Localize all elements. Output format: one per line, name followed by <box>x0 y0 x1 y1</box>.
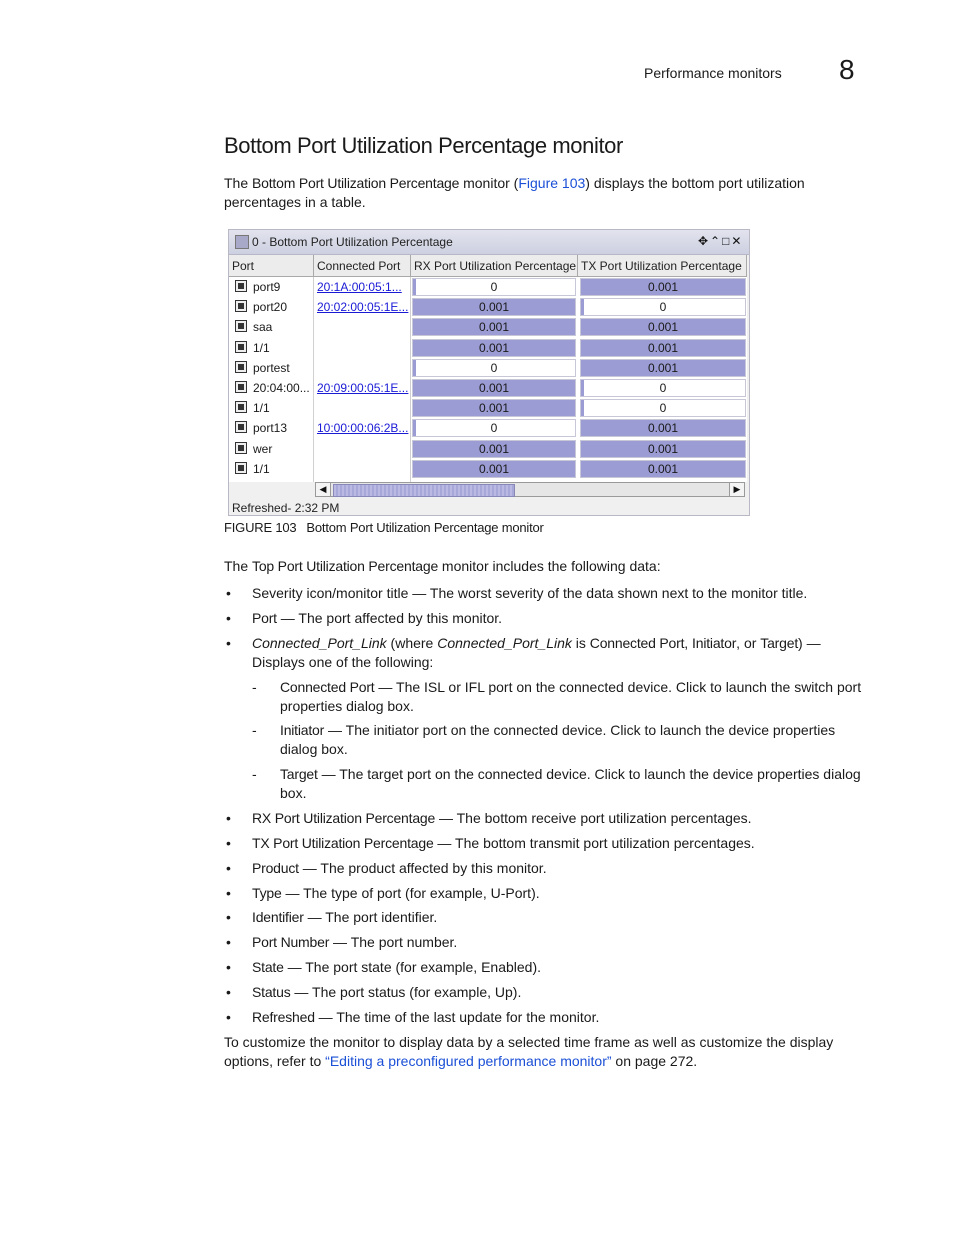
tx-utilization-value: 0 <box>659 381 667 395</box>
bullet-icon: • <box>226 835 231 851</box>
monitor-table <box>229 255 747 482</box>
tx-utilization-cell <box>580 278 746 296</box>
sub-term: Connected Port <box>280 679 375 695</box>
item-desc: — The type of port (for example, U-Port). <box>281 885 540 901</box>
closing-paragraph <box>224 1033 874 1071</box>
bullet-icon: • <box>226 610 231 626</box>
rx-utilization-value: 0 <box>490 280 498 294</box>
bullet-icon: • <box>226 585 231 601</box>
figure-link[interactable]: Figure 103 <box>518 175 586 191</box>
tx-utilization-bar <box>581 380 584 396</box>
scroll-left-icon[interactable]: ◀ <box>316 483 331 496</box>
rx-utilization-cell <box>412 359 576 377</box>
item-term: Status <box>252 984 291 1000</box>
port-cell[interactable] <box>229 398 313 418</box>
window-tools-icon[interactable]: ✥⌃□✕ <box>698 234 744 248</box>
connected-port-link[interactable]: 20:02:00:05:1E... <box>317 300 409 315</box>
severity-icon <box>235 235 249 249</box>
intro-term: Bottom Port Utilization Percentage <box>252 175 460 191</box>
lead-post: monitor includes the following data: <box>438 558 661 574</box>
connected-port-cell[interactable] <box>314 358 409 378</box>
port-cell[interactable] <box>229 378 313 398</box>
port-icon <box>235 462 247 474</box>
sub-item <box>252 721 870 759</box>
rx-utilization-value: 0.001 <box>478 441 510 456</box>
rx-utilization-cell <box>412 460 576 478</box>
port-name: 20:04:00... <box>253 381 310 395</box>
port-icon <box>235 320 247 332</box>
scroll-right-icon[interactable]: ▶ <box>729 483 744 496</box>
running-header-section: Performance monitors <box>644 65 782 81</box>
port-name: portest <box>253 360 290 375</box>
rx-utilization-cell <box>412 419 576 437</box>
table-row[interactable] <box>229 358 747 378</box>
rx-utilization-value: 0.001 <box>478 340 510 355</box>
figure-caption-text: Bottom Port Utilization Percentage monitor <box>306 520 544 535</box>
intro-paragraph <box>224 174 874 212</box>
horizontal-scrollbar[interactable] <box>315 482 745 497</box>
column-header-tx[interactable]: TX Port Utilization Percentage <box>578 255 747 277</box>
item-desc: — The bottom receive port utilization percentages. <box>435 810 752 826</box>
item-var: Connected_Port_Link <box>437 635 572 651</box>
item-var: Connected_Port_Link <box>252 635 387 651</box>
port-name: 1/1 <box>253 461 270 476</box>
list-item <box>224 908 872 927</box>
rx-utilization-cell <box>412 318 576 336</box>
figure-caption <box>224 520 544 535</box>
port-name: 1/1 <box>253 340 270 355</box>
item-text: , or <box>736 635 761 651</box>
bullet-icon: • <box>226 635 231 651</box>
connected-port-link[interactable]: 20:09:00:05:1E... <box>317 381 409 395</box>
list-item <box>224 983 872 1002</box>
port-cell[interactable] <box>229 317 313 337</box>
sub-desc: — The ISL or IFL port on the connected device. Click to launch the switch port properties dialog box. <box>280 679 862 714</box>
item-desc: — The port status (for example, Up). <box>290 984 522 1000</box>
sub-term: Target <box>280 766 318 782</box>
port-name: port9 <box>253 280 281 294</box>
rx-utilization-bar <box>413 360 416 376</box>
item-text: , <box>684 635 693 651</box>
table-row[interactable] <box>229 418 747 438</box>
list-item <box>224 1008 872 1027</box>
item-text: Severity icon/monitor title — The worst severity of the data shown next to the monitor title. <box>252 585 808 601</box>
item-term: Product <box>252 860 299 876</box>
figure-number: FIGURE 103 <box>224 520 297 535</box>
bullet-icon: • <box>226 959 231 975</box>
bullet-icon: • <box>226 885 231 901</box>
rx-utilization-value: 0.001 <box>478 320 510 335</box>
port-cell[interactable] <box>229 439 313 459</box>
column-header-port[interactable]: Port <box>229 255 314 277</box>
list-item <box>224 834 872 853</box>
bullet-icon: • <box>226 860 231 876</box>
connected-port-cell[interactable] <box>314 277 409 297</box>
lead-term: Top Port Utilization Percentage <box>252 558 439 574</box>
port-cell[interactable] <box>229 358 313 378</box>
port-icon <box>235 300 247 312</box>
table-row[interactable] <box>229 338 747 358</box>
port-name: saa <box>253 320 273 335</box>
list-item <box>224 584 872 603</box>
tx-utilization-bar <box>581 400 584 416</box>
connected-port-cell[interactable] <box>314 418 409 438</box>
scrollbar-thumb[interactable] <box>333 484 515 497</box>
lead-pre: The <box>224 558 253 574</box>
rx-utilization-value: 0.001 <box>478 401 510 416</box>
rx-utilization-bar <box>413 420 416 436</box>
bullet-icon: • <box>226 934 231 950</box>
table-row[interactable] <box>229 378 747 398</box>
bullet-icon: • <box>226 984 231 1000</box>
tx-utilization-value: 0.001 <box>647 441 679 456</box>
lead-paragraph <box>224 557 874 576</box>
list-item <box>224 958 872 977</box>
tx-utilization-cell <box>580 379 746 397</box>
dash-icon: - <box>252 679 257 695</box>
connected-port-link[interactable]: 10:00:00:06:2B... <box>317 421 409 436</box>
tx-utilization-cell <box>580 440 746 458</box>
item-term: Initiator <box>692 635 737 651</box>
connected-port-cell[interactable] <box>314 297 409 317</box>
tx-utilization-value: 0.001 <box>647 340 679 355</box>
item-term: Refreshed <box>252 1009 315 1025</box>
tx-utilization-cell <box>580 318 746 336</box>
item-term: Target <box>760 635 799 651</box>
table-row[interactable] <box>229 398 747 418</box>
rx-utilization-value: 0.001 <box>478 461 510 476</box>
bullet-icon: • <box>226 1009 231 1025</box>
tx-utilization-cell <box>580 399 746 417</box>
tx-utilization-cell <box>580 359 746 377</box>
tx-utilization-value: 0 <box>659 300 667 315</box>
intro-mid: monitor ( <box>459 175 519 191</box>
list-item <box>224 859 872 878</box>
port-name: 1/1 <box>253 401 270 416</box>
rx-utilization-cell <box>412 339 576 357</box>
sub-desc: — The initiator port on the connected device. Click to launch the device properties dialog box. <box>280 722 836 757</box>
sub-item <box>252 765 870 803</box>
tx-utilization-bar <box>581 299 584 315</box>
bullet-icon: • <box>226 909 231 925</box>
table-row[interactable] <box>229 277 747 297</box>
tx-utilization-value: 0.001 <box>647 461 679 476</box>
cross-reference-link[interactable]: “Editing a preconfigured performance monitor” <box>325 1053 612 1069</box>
port-cell[interactable] <box>229 338 313 358</box>
rx-utilization-cell <box>412 399 576 417</box>
port-name: port13 <box>253 421 288 436</box>
item-desc: — The bottom transmit port utilization percentages. <box>433 835 755 851</box>
item-desc: — The product affected by this monitor. <box>298 860 547 876</box>
rx-utilization-value: 0 <box>490 421 498 436</box>
item-desc: — The port affected by this monitor. <box>276 610 503 626</box>
port-cell[interactable] <box>229 297 313 317</box>
column-header-connected-port[interactable]: Connected Port <box>314 255 411 277</box>
tx-utilization-cell <box>580 419 746 437</box>
tx-utilization-value: 0.001 <box>647 421 679 436</box>
list-item <box>224 609 872 628</box>
item-term: Identifier <box>252 909 304 925</box>
connected-port-cell[interactable] <box>314 338 409 358</box>
list-item <box>224 809 872 828</box>
sub-desc: — The target port on the connected device. Click to launch the device properties dialog box. <box>280 766 861 801</box>
rx-utilization-cell <box>412 278 576 296</box>
item-term: State <box>252 959 284 975</box>
item-text: is <box>571 635 590 651</box>
item-term: RX Port Utilization Percentage <box>252 810 436 826</box>
intro-pre: The <box>224 175 253 191</box>
connected-port-link[interactable]: 20:1A:00:05:1... <box>317 280 402 294</box>
rx-utilization-bar <box>413 279 416 295</box>
port-icon <box>235 401 247 413</box>
refreshed-label: Refreshed- 2:32 PM <box>232 501 340 515</box>
rx-utilization-cell <box>412 379 576 397</box>
item-desc: — The time of the last update for the monitor. <box>314 1009 600 1025</box>
item-desc: — The port state (for example, Enabled). <box>283 959 542 975</box>
tx-utilization-value: 0.001 <box>647 320 679 335</box>
tx-utilization-value: 0.001 <box>647 360 679 375</box>
rx-utilization-value: 0 <box>490 360 498 375</box>
table-row[interactable] <box>229 459 747 479</box>
port-cell[interactable] <box>229 418 313 438</box>
list-item <box>224 933 872 952</box>
item-desc: — The port number. <box>329 934 458 950</box>
intro-post: ) displays the bottom port utilization percentages in a table. <box>224 175 805 210</box>
item-term: TX Port Utilization Percentage <box>252 835 434 851</box>
port-cell[interactable] <box>229 277 313 297</box>
table-row[interactable] <box>229 297 747 317</box>
port-icon <box>235 442 247 454</box>
port-icon <box>235 381 247 393</box>
item-term: Type <box>252 885 282 901</box>
item-term: Port Number <box>252 934 330 950</box>
connected-port-cell[interactable] <box>314 378 409 398</box>
connected-port-cell[interactable] <box>314 459 409 479</box>
item-term: Port <box>252 610 277 626</box>
item-text: ) — Displays one of the following: <box>252 635 821 670</box>
port-name: wer <box>253 441 273 456</box>
monitor-title: 0 - Bottom Port Utilization Percentage <box>252 235 453 249</box>
sub-item <box>252 678 870 716</box>
item-term: Connected Port <box>589 635 685 651</box>
table-row[interactable] <box>229 439 747 459</box>
monitor-window <box>228 229 750 516</box>
connected-port-cell[interactable] <box>314 398 409 418</box>
tx-utilization-value: 0 <box>659 401 667 416</box>
port-icon <box>235 361 247 373</box>
connected-port-cell[interactable] <box>314 317 409 337</box>
column-header-rx[interactable]: RX Port Utilization Percentage <box>411 255 578 277</box>
tx-utilization-value: 0.001 <box>647 280 679 294</box>
connected-port-cell[interactable] <box>314 439 409 459</box>
list-item <box>224 884 872 903</box>
port-name: port20 <box>253 300 288 315</box>
rx-utilization-cell <box>412 440 576 458</box>
rx-utilization-value: 0.001 <box>478 300 510 315</box>
dash-icon: - <box>252 722 257 738</box>
item-text: (where <box>386 635 438 651</box>
running-header-chapter: 8 <box>839 54 855 85</box>
tx-utilization-cell <box>580 298 746 316</box>
item-desc: — The port identifier. <box>303 909 438 925</box>
list-item <box>224 634 872 672</box>
rx-utilization-value: 0.001 <box>478 381 510 395</box>
closing-pre: To customize the monitor to display data by a selected time frame as well as customize the display options, refer to <box>224 1034 834 1069</box>
port-icon <box>235 280 247 292</box>
port-cell[interactable] <box>229 459 313 479</box>
dash-icon: - <box>252 766 257 782</box>
bullet-icon: • <box>226 810 231 826</box>
rx-utilization-cell <box>412 298 576 316</box>
sub-term: Initiator <box>280 722 325 738</box>
closing-post: on page 272. <box>611 1053 698 1069</box>
monitor-titlebar <box>229 230 749 255</box>
port-icon <box>235 341 247 353</box>
tx-utilization-cell <box>580 339 746 357</box>
table-row[interactable] <box>229 317 747 337</box>
section-heading: Bottom Port Utilization Percentage monitor <box>224 133 623 158</box>
port-icon <box>235 421 247 433</box>
tx-utilization-cell <box>580 460 746 478</box>
